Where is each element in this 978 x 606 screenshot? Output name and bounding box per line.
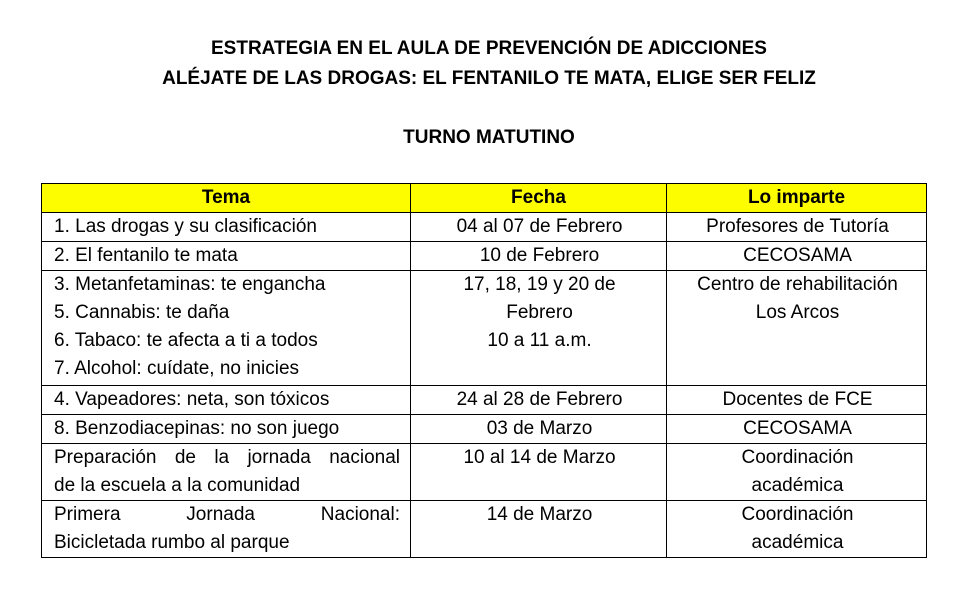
cell-fecha: [411, 444, 667, 501]
cell-text: 10 al 14 de Marzo: [463, 447, 616, 468]
cell-text: 1. Las drogas y su clasificación: [54, 216, 317, 237]
column-header-tema: Tema: [42, 184, 411, 213]
cell-text: Preparación de la jornada nacional: [54, 447, 400, 468]
cell-text: Docentes de FCE: [722, 389, 873, 410]
cell-text: 04 al 07 de Febrero: [456, 216, 623, 237]
cell-text: 6. Tabaco: te afecta a ti a todos: [54, 330, 318, 351]
cell-lo-imparte: [667, 444, 927, 501]
cell-text: 14 de Marzo: [486, 504, 593, 525]
cell-text: 2. El fentanilo te mata: [54, 245, 238, 266]
shift-heading: TURNO MATUTINO: [403, 127, 575, 148]
cell-text: académica: [751, 532, 844, 553]
cell-text: Coordinación: [741, 447, 854, 468]
cell-text: Los Arcos: [755, 302, 840, 323]
table-row: [42, 415, 927, 444]
cell-tema: [42, 271, 411, 386]
cell-text: Febrero: [506, 302, 573, 323]
table-row: [42, 271, 927, 386]
table-row: [42, 501, 927, 558]
table-row: [42, 242, 927, 271]
cell-lo-imparte: [667, 271, 927, 386]
cell-lo-imparte: [667, 213, 927, 242]
cell-text: Primera Jornada Nacional:: [54, 504, 400, 525]
cell-tema: [42, 386, 411, 415]
schedule-table: [41, 183, 927, 558]
cell-fecha: [411, 386, 667, 415]
cell-lo-imparte: [667, 501, 927, 558]
cell-fecha: [411, 415, 667, 444]
cell-text: Bicicletada rumbo al parque: [54, 532, 290, 553]
document-title-line-2: ALÉJATE DE LAS DROGAS: EL FENTANILO TE MATA, ELIGE SER FELIZ: [162, 68, 816, 89]
cell-text: 24 al 28 de Febrero: [456, 389, 623, 410]
cell-text: CECOSAMA: [743, 418, 852, 439]
cell-fecha: [411, 242, 667, 271]
table-row: [42, 386, 927, 415]
cell-text: académica: [751, 475, 844, 496]
cell-text: 3. Metanfetaminas: te engancha: [54, 274, 326, 295]
cell-text: de la escuela a la comunidad: [54, 475, 301, 496]
cell-lo-imparte: [667, 415, 927, 444]
cell-tema: [42, 444, 411, 501]
cell-lo-imparte: [667, 386, 927, 415]
cell-text: 03 de Marzo: [486, 418, 593, 439]
cell-text: Profesores de Tutoría: [706, 216, 889, 237]
cell-tema: [42, 242, 411, 271]
cell-tema: [42, 415, 411, 444]
cell-fecha: [411, 501, 667, 558]
cell-text: 17, 18, 19 y 20 de: [463, 274, 616, 295]
cell-text: Coordinación: [741, 504, 854, 525]
cell-fecha: [411, 271, 667, 386]
column-header-fecha: Fecha: [411, 184, 667, 213]
column-header-lo-imparte: Lo imparte: [667, 184, 927, 213]
table-header-row: [42, 184, 927, 213]
table-row: [42, 444, 927, 501]
cell-text: 5. Cannabis: te daña: [54, 302, 230, 323]
cell-tema: [42, 501, 411, 558]
cell-text: 4. Vapeadores: neta, son tóxicos: [54, 389, 330, 410]
cell-text: 10 a 11 a.m.: [487, 330, 592, 351]
cell-text: 10 de Febrero: [479, 245, 600, 266]
table-row: [42, 213, 927, 242]
document-title-line-1: ESTRATEGIA EN EL AULA DE PREVENCIÓN DE ADICCIONES: [211, 38, 767, 59]
cell-text: CECOSAMA: [743, 245, 852, 266]
cell-text: 8. Benzodiacepinas: no son juego: [54, 418, 340, 439]
cell-lo-imparte: [667, 242, 927, 271]
cell-text: Centro de rehabilitación: [697, 274, 898, 295]
cell-text: 7. Alcohol: cuídate, no inicies: [54, 358, 300, 379]
cell-tema: [42, 213, 411, 242]
cell-fecha: [411, 213, 667, 242]
